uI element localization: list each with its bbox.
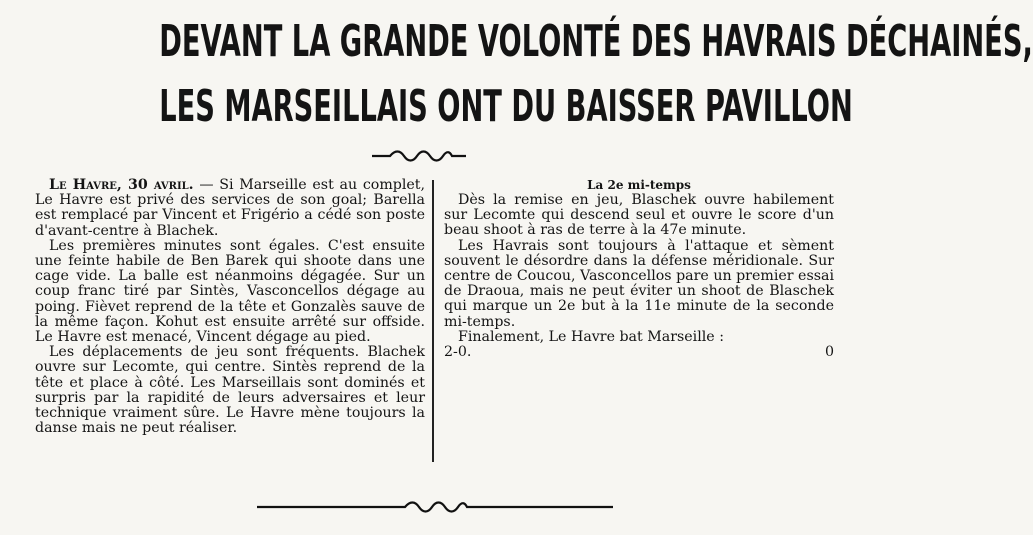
ornament-divider-top	[370, 146, 468, 166]
subheading: La 2e mi-temps	[587, 178, 691, 192]
final-score: 2-0.	[444, 344, 472, 361]
column-divider	[432, 180, 434, 462]
article-paragraph-continued: Les déplacements de jeu sont fréquents. Blachek ouvre sur Lecomte, qui centre. Sintès reprend de la tête et place à côté. Les Marseillais sont dominés et surpris par la rapidité de leurs adversaires et leur technique vraiment sûre. Le Havre mène toujours la danse mais ne peut réaliser.	[35, 344, 425, 437]
dateline: Le Havre, 30 avril.	[49, 177, 194, 193]
score-right: 0	[824, 344, 834, 361]
article-paragraph: Le Havre, 30 avril. — Si Marseille est au complet, Le Havre est privé des services de son goal; Barella est remplacé par Vincent et Frigério a cédé son poste d'avant-centre à Blachek.	[35, 177, 425, 239]
headline-line-2: LES MARSEILLAIS ONT DU BAISSER PAVILLON	[159, 81, 853, 132]
article-column-right	[444, 178, 834, 360]
headline-line-1: DEVANT LA GRANDE VOLONTÉ DES HAVRAIS DÉCHAINÉS,	[159, 16, 1033, 67]
article-paragraph: Dès la remise en jeu, Blaschek ouvre habilement sur Lecomte qui descend seul et ouvre le score d'un beau shoot à ras de terre à la 47e minute.	[444, 192, 834, 239]
ornament-divider-bottom	[255, 496, 615, 518]
final-score-line	[444, 345, 834, 360]
article-paragraph: Les premières minutes sont égales. C'est ensuite une feinte habile de Ben Barek qui shoote dans une cage vide. La balle est néanmoins dégagée. Sur un coup franc tiré par Sintès, Vasconcellos dégage au poing. Fièvet reprend de la tête et Gonzalès sauve de la même façon. Kohut est ensuite arrêté sur offside. Le Havre est menacé, Vincent dégage au pied.	[35, 237, 425, 346]
article-column-left	[35, 178, 425, 436]
article-paragraph: Les Havrais sont toujours à l'attaque et sèment souvent le désordre dans la défense méridionale. Sur centre de Coucou, Vasconcellos pare un premier essai de Draoua, mais ne peut éviter un shoot de Blaschek qui marque un 2e but à la 11e minute de la seconde mi-temps.	[444, 237, 834, 330]
article-paragraph: Finalement, Le Havre bat Marseille :	[458, 328, 724, 345]
